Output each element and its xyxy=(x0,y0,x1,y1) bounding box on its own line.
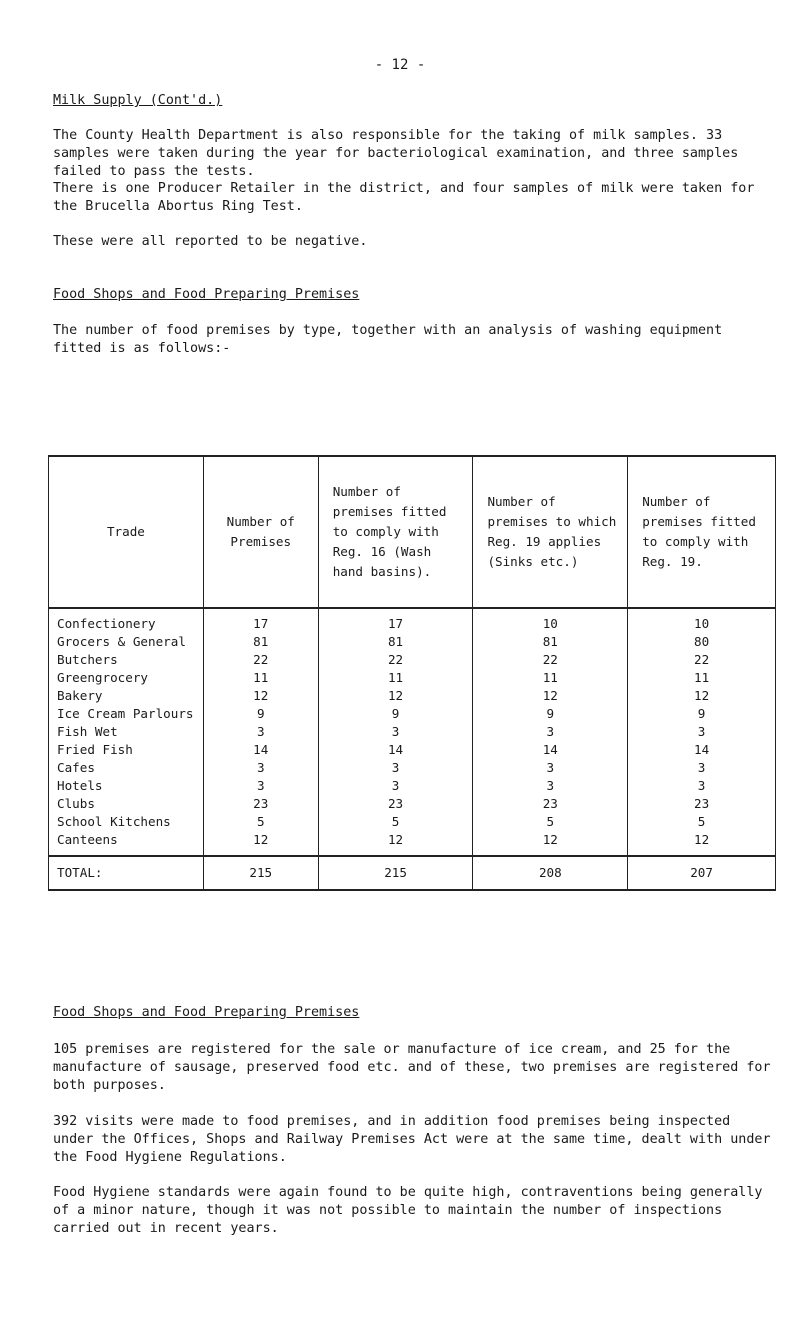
reg19-applies-cell: 11 xyxy=(473,669,628,687)
trade-cell: Bakery xyxy=(49,687,204,705)
trade-cell: Hotels xyxy=(49,777,204,795)
milk-para-2 xyxy=(53,180,773,216)
table-row xyxy=(49,759,776,777)
reg16-cell: 11 xyxy=(318,669,473,687)
page-number: - 12 - xyxy=(374,57,426,73)
table-row xyxy=(49,831,776,856)
milk-para-1 xyxy=(53,127,773,181)
header-trade: Trade xyxy=(49,456,204,608)
table-row xyxy=(49,813,776,831)
trade-cell: Grocers & General xyxy=(49,633,204,651)
trade-cell: Fish Wet xyxy=(49,723,204,741)
table-row xyxy=(49,633,776,651)
reg19-fitted-cell: 3 xyxy=(628,777,776,795)
premises-cell: 17 xyxy=(203,608,318,633)
total-reg19-applies: 208 xyxy=(473,856,628,890)
table-row xyxy=(49,669,776,687)
reg19-applies-cell: 9 xyxy=(473,705,628,723)
trade-cell: Cafes xyxy=(49,759,204,777)
header-reg19-fitted: Number of premises fitted to comply with Reg. 19. xyxy=(628,456,776,608)
reg19-fitted-cell: 12 xyxy=(628,687,776,705)
table-row xyxy=(49,608,776,633)
premises-cell: 23 xyxy=(203,795,318,813)
food-para-2-block xyxy=(53,1113,773,1167)
premises-cell: 3 xyxy=(203,777,318,795)
premises-cell: 81 xyxy=(203,633,318,651)
food-section-heading-2: Food Shops and Food Preparing Premises xyxy=(53,1005,360,1020)
table-row xyxy=(49,741,776,759)
reg19-applies-cell: 10 xyxy=(473,608,628,633)
premises-cell: 3 xyxy=(203,723,318,741)
reg16-cell: 17 xyxy=(318,608,473,633)
reg19-fitted-cell: 3 xyxy=(628,759,776,777)
reg16-cell: 14 xyxy=(318,741,473,759)
total-reg16: 215 xyxy=(318,856,473,890)
trade-cell: Confectionery xyxy=(49,608,204,633)
washing-equipment-table xyxy=(48,455,776,891)
food-paragraph-2: 392 visits were made to food premises, and in addition food premises being inspected under the Offices, Shops and Railway Premises Act were at the same time, dealt with under the Food Hygiene Regulations. xyxy=(53,1114,771,1165)
premises-cell: 3 xyxy=(203,759,318,777)
reg19-fitted-cell: 22 xyxy=(628,651,776,669)
milk-supply-section xyxy=(53,92,773,110)
trade-cell: School Kitchens xyxy=(49,813,204,831)
reg19-fitted-cell: 3 xyxy=(628,723,776,741)
reg16-cell: 22 xyxy=(318,651,473,669)
table-header-row xyxy=(49,456,776,608)
reg19-applies-cell: 81 xyxy=(473,633,628,651)
reg19-applies-cell: 3 xyxy=(473,759,628,777)
table-row xyxy=(49,777,776,795)
reg16-cell: 12 xyxy=(318,687,473,705)
reg19-fitted-cell: 5 xyxy=(628,813,776,831)
total-premises: 215 xyxy=(203,856,318,890)
reg19-fitted-cell: 11 xyxy=(628,669,776,687)
reg16-cell: 3 xyxy=(318,759,473,777)
reg16-cell: 12 xyxy=(318,831,473,856)
reg16-cell: 3 xyxy=(318,723,473,741)
food-paragraph-3: Food Hygiene standards were again found to be quite high, contraventions being generally of a minor nature, though it was not possible to maintain the number of inspections carried out in recent years. xyxy=(53,1185,763,1236)
header-number-of-premises: Number of Premises xyxy=(203,456,318,608)
milk-para-3 xyxy=(53,233,773,251)
premises-cell: 22 xyxy=(203,651,318,669)
reg19-fitted-cell: 14 xyxy=(628,741,776,759)
trade-cell: Canteens xyxy=(49,831,204,856)
premises-cell: 14 xyxy=(203,741,318,759)
reg19-fitted-cell: 80 xyxy=(628,633,776,651)
reg19-applies-cell: 5 xyxy=(473,813,628,831)
trade-cell: Ice Cream Parlours xyxy=(49,705,204,723)
food-para-3-block xyxy=(53,1184,773,1238)
trade-cell: Butchers xyxy=(49,651,204,669)
reg19-applies-cell: 12 xyxy=(473,687,628,705)
reg19-applies-cell: 12 xyxy=(473,831,628,856)
food-para-1-block xyxy=(53,1041,773,1095)
reg19-applies-cell: 23 xyxy=(473,795,628,813)
reg16-cell: 81 xyxy=(318,633,473,651)
food-section-heading-1: Food Shops and Food Preparing Premises xyxy=(53,287,360,302)
milk-supply-heading: Milk Supply (Cont'd.) xyxy=(53,93,223,108)
food-intro-block xyxy=(53,322,773,358)
food-section-2-heading-block xyxy=(53,1004,773,1022)
total-label: TOTAL: xyxy=(49,856,204,890)
table-row xyxy=(49,705,776,723)
table-row xyxy=(49,687,776,705)
reg19-applies-cell: 3 xyxy=(473,777,628,795)
reg16-cell: 3 xyxy=(318,777,473,795)
total-reg19-fitted: 207 xyxy=(628,856,776,890)
trade-cell: Clubs xyxy=(49,795,204,813)
table-row xyxy=(49,795,776,813)
premises-cell: 9 xyxy=(203,705,318,723)
table-row xyxy=(49,651,776,669)
reg19-applies-cell: 14 xyxy=(473,741,628,759)
reg16-cell: 23 xyxy=(318,795,473,813)
premises-cell: 11 xyxy=(203,669,318,687)
food-section-1-heading-block xyxy=(53,286,773,304)
header-reg19-applies: Number of premises to which Reg. 19 applies (Sinks etc.) xyxy=(473,456,628,608)
reg16-cell: 5 xyxy=(318,813,473,831)
reg19-fitted-cell: 12 xyxy=(628,831,776,856)
premises-cell: 12 xyxy=(203,831,318,856)
reg19-applies-cell: 22 xyxy=(473,651,628,669)
milk-paragraph-3: These were all reported to be negative. xyxy=(53,234,368,249)
food-intro-paragraph: The number of food premises by type, together with an analysis of washing equipment fitted is as follows:- xyxy=(53,323,723,356)
milk-paragraph-1: The County Health Department is also responsible for the taking of milk samples. 33 samples were taken during the year for bacteriological examination, and three samples failed to pass the tests. xyxy=(53,128,739,179)
premises-cell: 5 xyxy=(203,813,318,831)
table-row xyxy=(49,723,776,741)
reg16-cell: 9 xyxy=(318,705,473,723)
trade-cell: Fried Fish xyxy=(49,741,204,759)
total-row xyxy=(49,856,776,890)
header-reg16-fitted: Number of premises fitted to comply with Reg. 16 (Wash hand basins). xyxy=(318,456,473,608)
reg19-fitted-cell: 23 xyxy=(628,795,776,813)
trade-cell: Greengrocery xyxy=(49,669,204,687)
reg19-fitted-cell: 9 xyxy=(628,705,776,723)
premises-cell: 12 xyxy=(203,687,318,705)
milk-paragraph-2: There is one Producer Retailer in the district, and four samples of milk were taken for the Brucella Abortus Ring Test. xyxy=(53,181,755,214)
food-paragraph-1: 105 premises are registered for the sale or manufacture of ice cream, and 25 for the manufacture of sausage, preserved food etc. and of these, two premises are registered for both purposes. xyxy=(53,1042,771,1093)
reg19-applies-cell: 3 xyxy=(473,723,628,741)
reg19-fitted-cell: 10 xyxy=(628,608,776,633)
